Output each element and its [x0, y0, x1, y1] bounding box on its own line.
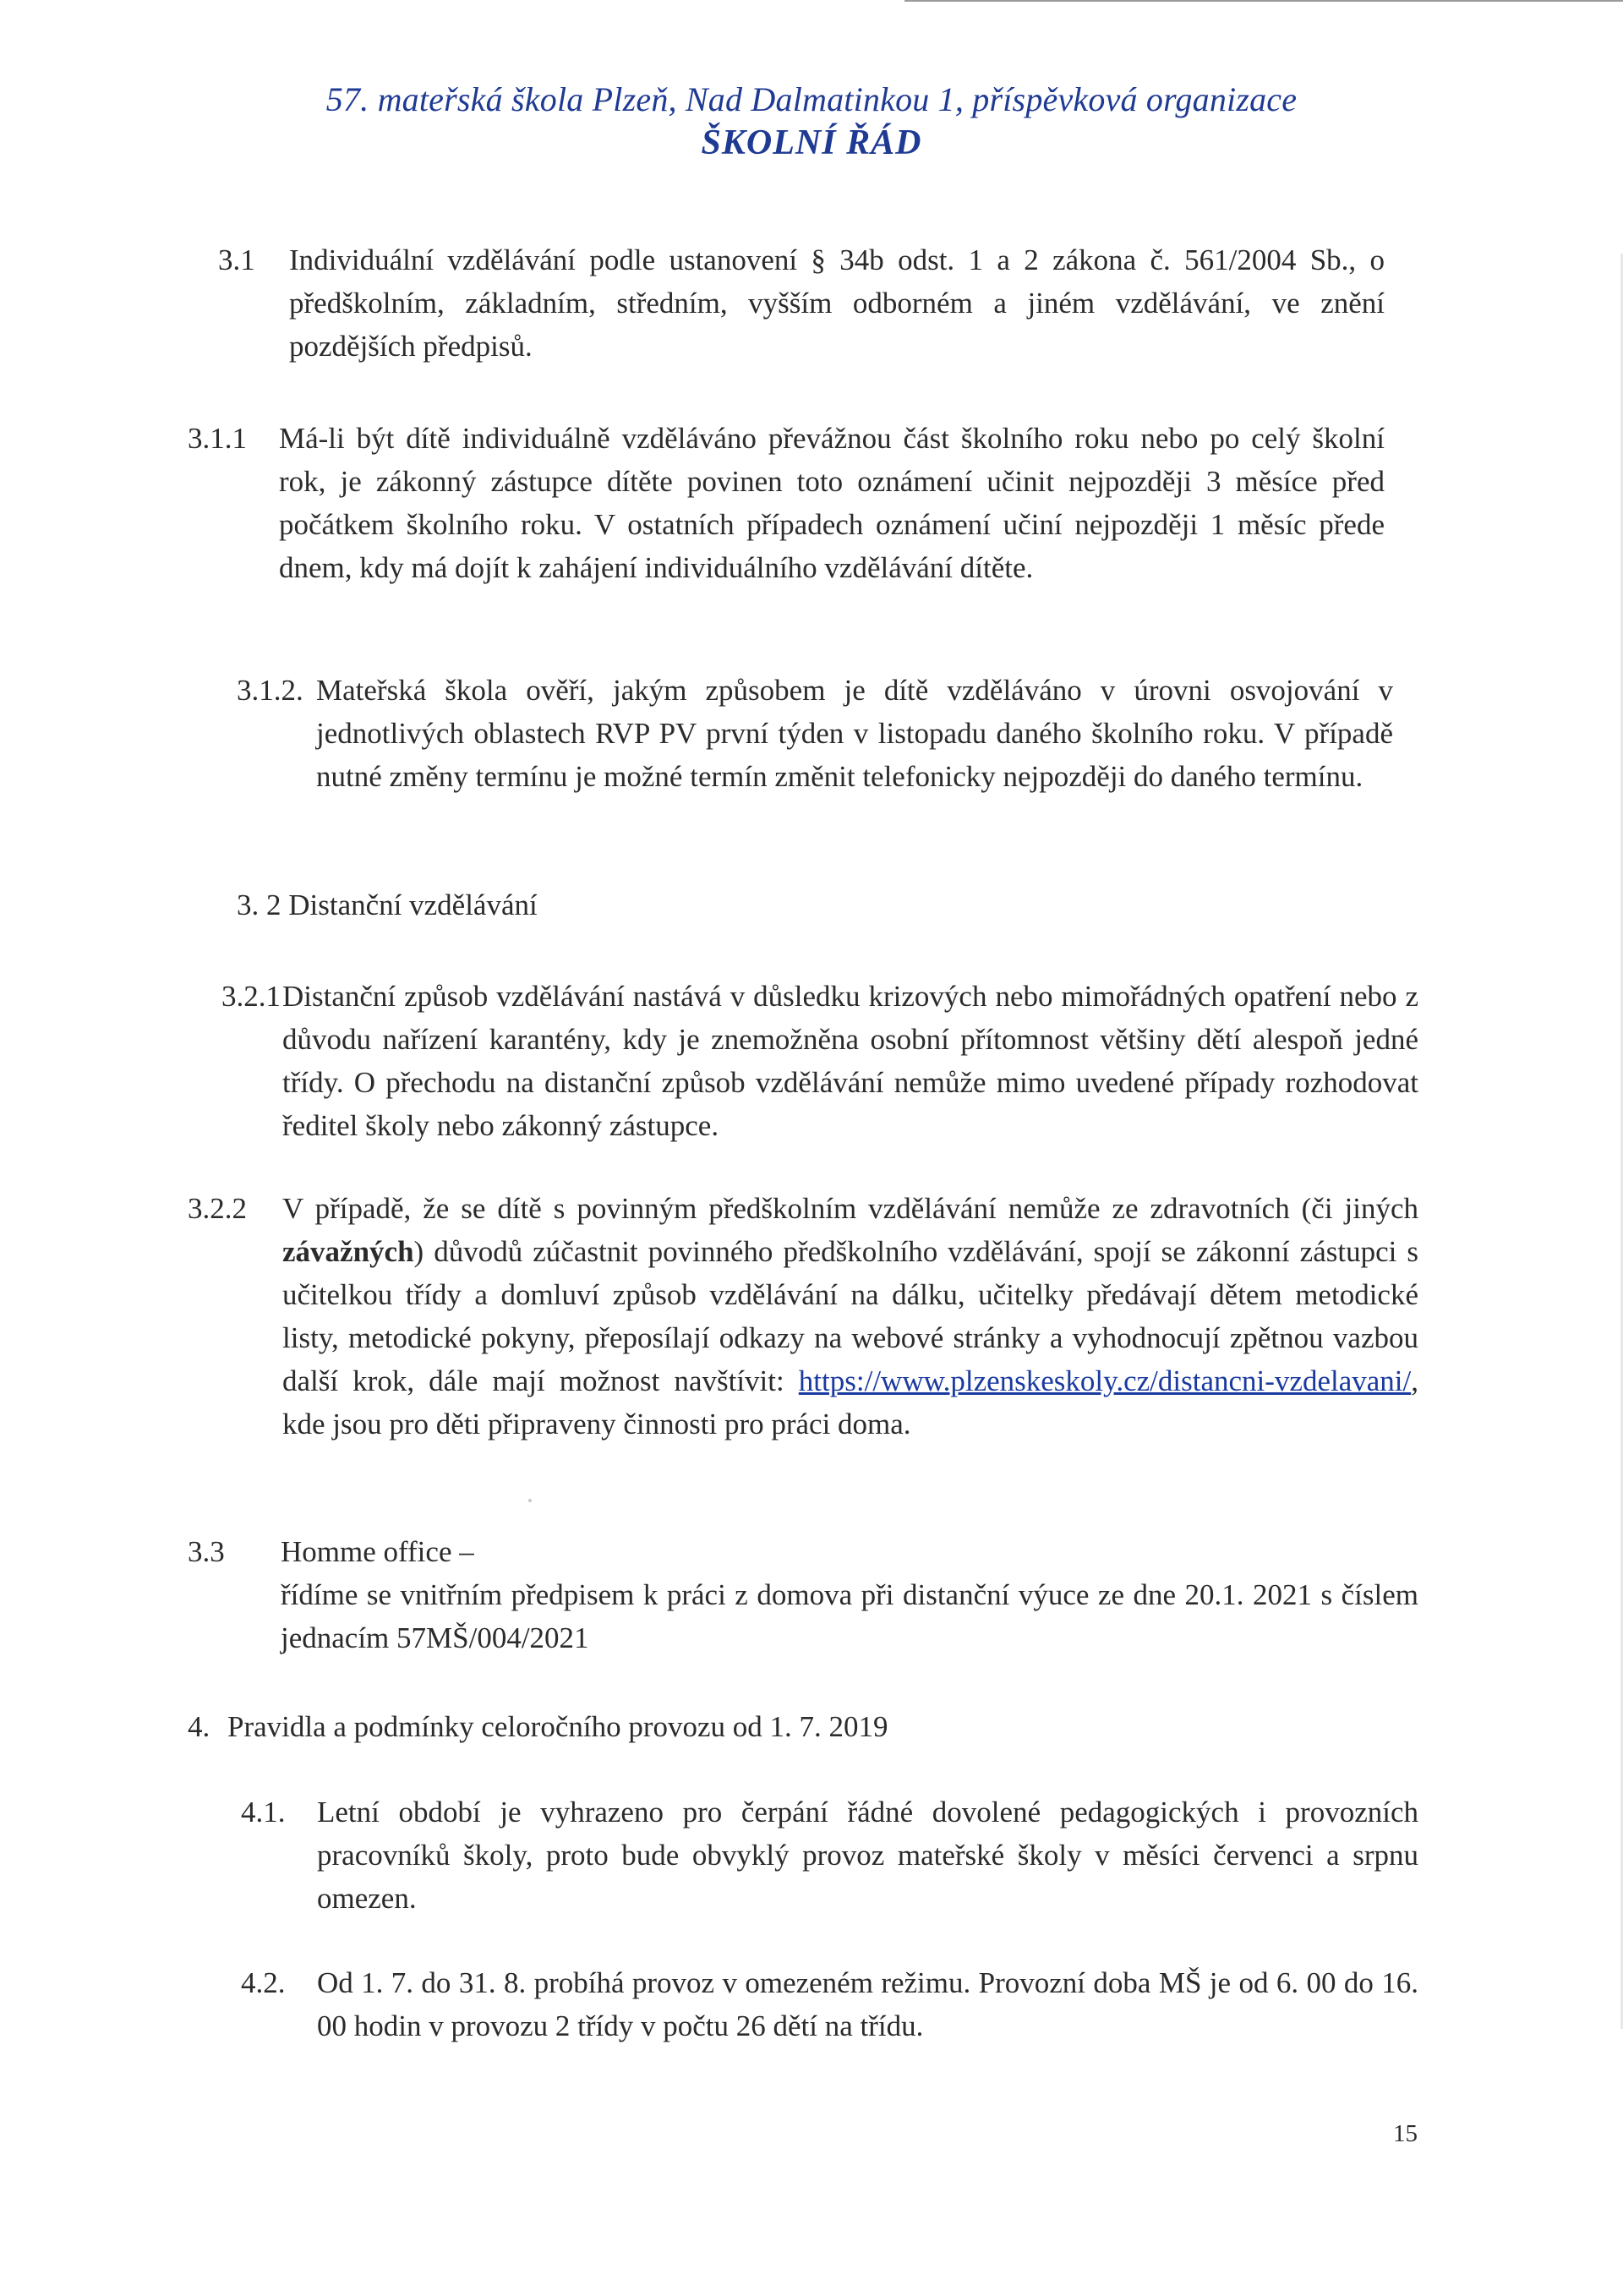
page-header	[0, 78, 1623, 164]
school-name: 57. mateřská škola Plzeň, Nad Dalmatinkou 1, příspěvková organizace	[325, 80, 1298, 118]
section-text: Individuální vzdělávání podle ustanovení § 34b odst. 1 a 2 zákona č. 561/2004 Sb., o předškolním, základním, středním, vyšším odborném a jiném vzdělávání, ve znění pozdějších předpisů.	[289, 243, 1385, 363]
section-3-2-1	[221, 975, 1418, 1147]
text-part: ) důvodů zúčastnit povinného předškolního vzdělávání, spojí se zákonní zástupci s učitelkou třídy a domluví způsob vzdělávání na dálku, učitelky předávají dětem metodické listy, metodické pokyny, přeposílají odkazy na webové stránky a vyhodnocují zpětnou vazbou další krok, dále mají možnost navštívit:	[282, 1235, 1418, 1397]
section-number: 4.1.	[241, 1796, 286, 1829]
section-heading: Distanční vzdělávání	[288, 888, 538, 921]
section-text	[282, 1187, 1418, 1446]
page-number: 15	[1393, 2120, 1418, 2147]
section-number: 3. 2	[237, 888, 281, 921]
scan-artifact-top-line	[904, 0, 1623, 2]
section-3-2-2	[188, 1187, 1418, 1446]
section-4-1	[241, 1790, 1418, 1920]
section-3-2	[237, 883, 1082, 927]
document-title: ŠKOLNÍ ŘÁD	[701, 123, 922, 162]
section-number: 3.2.2	[188, 1192, 247, 1225]
section-title: Homme office –	[281, 1535, 474, 1568]
section-4	[188, 1705, 1418, 1748]
text-part: V případě, že se dítě s povinným předškolním vzdělávání nemůže ze zdravotních (či jiných	[282, 1192, 1418, 1225]
section-text: Letní období je vyhrazeno pro čerpání řádné dovolené pedagogických i provozních pracovníků školy, proto bude obvyklý provoz mateřské školy v měsíci červenci a srpnu omezen.	[317, 1796, 1418, 1915]
section-number: 3.3	[188, 1535, 225, 1568]
section-number: 3.1.1	[188, 422, 247, 455]
section-number: 3.1.2.	[237, 674, 303, 707]
section-text: řídíme se vnitřním předpisem k práci z domova při distanční výuce ze dne 20.1. 2021 s číslem jednacím 57MŠ/004/2021	[281, 1578, 1418, 1654]
section-text: Má-li být dítě individuálně vzděláváno převážnou část školního roku nebo po celý školní rok, je zákonný zástupce dítěte povinen toto oznámení učinit nejpozději 3 měsíce před počátkem školního roku. V ostatních případech oznámení učiní nejpozději 1 měsíc přede dnem, kdy má dojít k zahájení individuálního vzdělávání dítěte.	[279, 422, 1385, 584]
section-3-1-1	[188, 417, 1385, 589]
distance-learning-link[interactable]: https://www.plzenskeskoly.cz/distancni-vzdelavani/	[798, 1364, 1412, 1397]
section-number: 3.2.1	[221, 980, 281, 1013]
bold-word: závažných	[282, 1235, 414, 1268]
section-4-2	[241, 1961, 1418, 2047]
text-part: , kde jsou pro děti připraveny činnosti pro práci doma.	[282, 1364, 1418, 1440]
section-number: 4.2.	[241, 1966, 286, 1999]
section-heading: Pravidla a podmínky celoročního provozu od 1. 7. 2019	[227, 1710, 888, 1743]
section-number: 4.	[188, 1710, 210, 1743]
section-text: Distanční způsob vzdělávání nastává v důsledku krizových nebo mimořádných opatření nebo z důvodu nařízení karantény, kdy je znemožněna osobní přítomnost většiny dětí alespoň jedné třídy. O přechodu na distanční způsob vzdělávání nemůže mimo uvedené případy rozhodovat ředitel školy nebo zákonný zástupce.	[282, 980, 1418, 1142]
section-text: Mateřská škola ověří, jakým způsobem je dítě vzděláváno v úrovni osvojování v jednotlivých oblastech RVP PV první týden v listopadu daného školního roku. V případě nutné změny termínu je možné termín změnit telefonicky nejpozději do daného termínu.	[316, 674, 1393, 793]
section-number: 3.1	[218, 243, 255, 276]
section-text: Od 1. 7. do 31. 8. probíhá provoz v omezeném režimu. Provozní doba MŠ je od 6. 00 do 16. 00 hodin v provozu 2 třídy v počtu 26 dětí na třídu.	[317, 1966, 1418, 2042]
section-3-3	[188, 1530, 1418, 1659]
scan-speck	[528, 1499, 532, 1502]
section-3-1	[218, 238, 1385, 368]
section-3-1-2	[237, 669, 1393, 798]
